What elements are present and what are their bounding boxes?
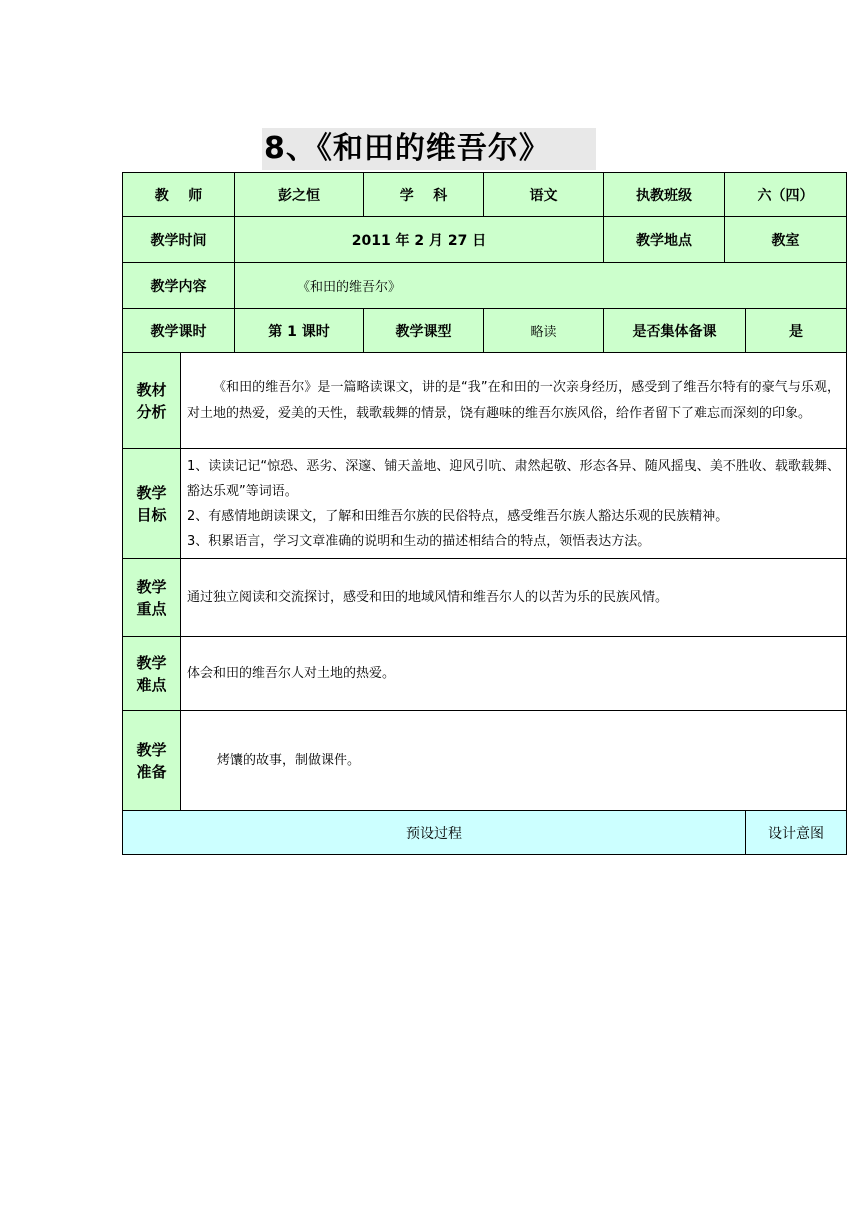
teacher-value: 彭之恒 bbox=[235, 173, 364, 217]
goals-row bbox=[123, 449, 847, 559]
key-points-text: 通过独立阅读和交流探讨，感受和田的地域风情和维吾尔人的以苦为乐的民族风情。 bbox=[181, 559, 847, 637]
info-row-1 bbox=[123, 173, 847, 217]
page-title: 8、《和田的维吾尔》 bbox=[262, 128, 596, 170]
place-label: 教学地点 bbox=[604, 217, 725, 263]
goals-label: 教学 目标 bbox=[123, 449, 181, 559]
lesson-plan-table bbox=[122, 172, 847, 855]
period-label: 教学课时 bbox=[123, 309, 235, 353]
content-label: 教学内容 bbox=[123, 263, 235, 309]
difficulties-row bbox=[123, 637, 847, 711]
info-row-2 bbox=[123, 217, 847, 263]
difficulties-label: 教学 难点 bbox=[123, 637, 181, 711]
time-label: 教学时间 bbox=[123, 217, 235, 263]
difficulties-text: 体会和田的维吾尔人对土地的热爱。 bbox=[181, 637, 847, 711]
subject-label: 学 科 bbox=[364, 173, 484, 217]
preparation-row bbox=[123, 711, 847, 811]
goal-item: 1、读读记记“惊恐、恶劣、深邃、铺天盖地、迎风引吭、肃然起敬、形态各异、随风摇曳、美不胜收、载歌载舞、豁达乐观”等词语。 bbox=[187, 458, 840, 499]
goal-item: 2、有感情地朗读课文，了解和田维吾尔族的民俗特点，感受维吾尔族人豁达乐观的民族精神。 bbox=[187, 508, 729, 524]
type-label: 教学课型 bbox=[364, 309, 484, 353]
teacher-label: 教 师 bbox=[123, 173, 235, 217]
type-value: 略读 bbox=[484, 309, 604, 353]
preparation-text: 烤馕的故事，制做课件。 bbox=[181, 711, 847, 811]
subject-value: 语文 bbox=[484, 173, 604, 217]
content-value: 《和田的维吾尔》 bbox=[235, 263, 847, 309]
intent-heading: 设计意图 bbox=[746, 811, 847, 855]
key-points-row bbox=[123, 559, 847, 637]
class-label: 执教班级 bbox=[604, 173, 725, 217]
preparation-label: 教学 准备 bbox=[123, 711, 181, 811]
place-value: 教室 bbox=[725, 217, 847, 263]
info-row-4 bbox=[123, 309, 847, 353]
footer-row bbox=[123, 811, 847, 855]
process-heading: 预设过程 bbox=[123, 811, 746, 855]
analysis-text: 《和田的维吾尔》是一篇略读课文，讲的是“我”在和田的一次亲身经历，感受到了维吾尔特有的豪气与乐观，对土地的热爱，爱美的天性，载歌载舞的情景，饶有趣味的维吾尔族风俗，给作者留下了难忘而深刻的印象。 bbox=[181, 353, 847, 449]
analysis-row bbox=[123, 353, 847, 449]
goals-text bbox=[181, 449, 847, 559]
time-value: 2011 年 2 月 27 日 bbox=[235, 217, 604, 263]
key-points-label: 教学 重点 bbox=[123, 559, 181, 637]
analysis-label: 教材 分析 bbox=[123, 353, 181, 449]
collective-label: 是否集体备课 bbox=[604, 309, 746, 353]
goal-item: 3、积累语言，学习文章准确的说明和生动的描述相结合的特点，领悟表达方法。 bbox=[187, 533, 651, 549]
period-value: 第 1 课时 bbox=[235, 309, 364, 353]
class-value: 六（四） bbox=[725, 173, 847, 217]
collective-value: 是 bbox=[746, 309, 847, 353]
info-row-3 bbox=[123, 263, 847, 309]
